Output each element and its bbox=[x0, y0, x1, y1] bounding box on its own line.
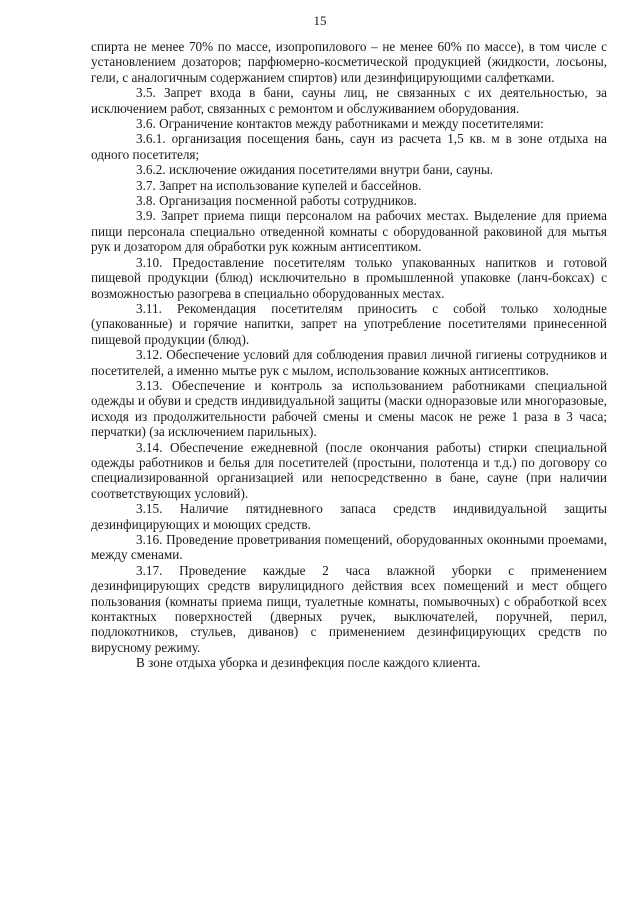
paragraph-3-6-1: 3.6.1. организация посещения бань, саун из расчета 1,5 кв. м в зоне отдыха на одного посетителя; bbox=[91, 131, 607, 162]
paragraph-3-8: 3.8. Организация посменной работы сотрудников. bbox=[136, 193, 417, 209]
paragraph-3-13: 3.13. Обеспечение и контроль за использованием работниками специальной одежды и обуви и средств индивидуальной защиты (маски одноразовые или многоразовые, исходя из продолжительности рабочей смены и смены масок не реже 1 раза в 3 часа; перчатки) (за исключением парильных). bbox=[91, 377, 607, 440]
paragraph-3-7: 3.7. Запрет на использование купелей и бассейнов. bbox=[136, 177, 422, 193]
page-number: 15 bbox=[313, 13, 327, 28]
paragraph-3-17: 3.17. Проведение каждые 2 часа влажной уборки с применением дезинфицирующих средств вирулицидного действия всех помещений и мест общего пользования (комнаты приема пищи, туалетные комнаты, помывочных) с обработкой всех контактных поверхностей (дверных ручек, выключателей, поручней, перил, подлокотников, стульев, диванов) с применением дезинфицирующих средств по вирусному режиму. bbox=[91, 562, 607, 655]
paragraph-3-15: 3.15. Наличие пятидневного запаса средств индивидуальной защиты дезинфицирующих и моющих средств. bbox=[91, 501, 607, 532]
paragraph-3-6: 3.6. Ограничение контактов между работниками и между посетителями: bbox=[136, 116, 544, 132]
document-body bbox=[91, 39, 607, 671]
paragraph-3-16: 3.16. Проведение проветривания помещений, оборудованных оконными проемами, между сменами. bbox=[91, 532, 607, 563]
paragraph-rest-zone: В зоне отдыха уборка и дезинфекция после каждого клиента. bbox=[136, 655, 481, 671]
paragraph-3-10: 3.10. Предоставление посетителям только упакованных напитков и готовой пищевой продукции (блюд) исключительно в промышленной упаковке (ланч-боксах) с возможностью разогрева в специально оборудованных местах. bbox=[91, 254, 607, 301]
paragraph-3-5: 3.5. Запрет входа в бани, сауны лиц, не связанных с их деятельностью, за исключением работ, связанных с ремонтом и обслуживанием оборудования. bbox=[91, 85, 607, 116]
paragraph-3-12: 3.12. Обеспечение условий для соблюдения правил личной гигиены сотрудников и посетителей, а именно мытье рук с мылом, использование кожных антисептиков. bbox=[91, 347, 607, 378]
paragraph-3-11: 3.11. Рекомендация посетителям приносить с собой только холодные (упакованные) и горячие напитки, запрет на употребление посетителями принесенной пищевой продукции (блюд). bbox=[91, 300, 607, 347]
paragraph-3-9: 3.9. Запрет приема пищи персоналом на рабочих местах. Выделение для приема пищи персонала специально отведенной комнаты с оборудованной раковиной для мытья рук и дозатором для обработки рук кожным антисептиком. bbox=[91, 208, 607, 255]
paragraph-3-14: 3.14. Обеспечение ежедневной (после окончания работы) стирки специальной одежды работников и белья для посетителей (простыни, полотенца и т.д.) по договору со специализированной организацией или непосредственно в бане, сауне (при наличии соответствующих условий). bbox=[91, 439, 607, 501]
paragraph-3-6-2: 3.6.2. исключение ожидания посетителями внутри бани, сауны. bbox=[136, 162, 494, 178]
paragraph-continuation: спирта не менее 70% по массе, изопропилового – не менее 60% по массе), в том числе с установлением дозаторов; парфюмерно-косметической продукцией (жидкости, лосьоны, гели, с аналогичным содержанием спиртов) или дезинфицирующими салфетками. bbox=[91, 39, 607, 85]
